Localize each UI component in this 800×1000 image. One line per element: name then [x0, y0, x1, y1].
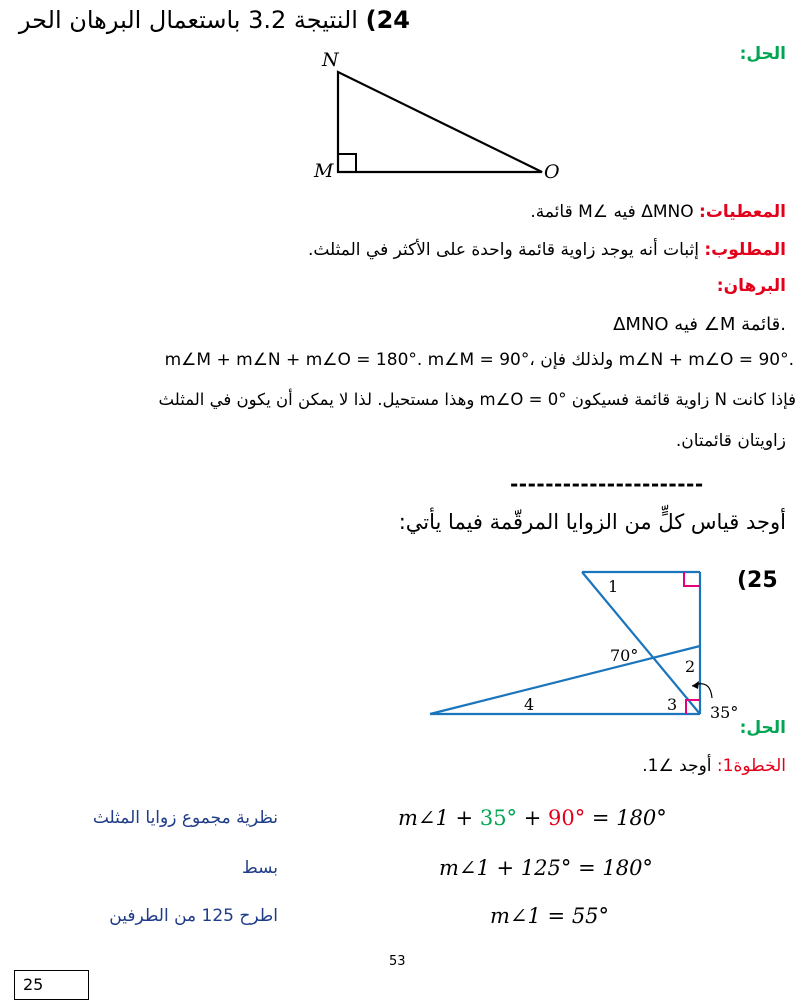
equation-3-reason: اطرح 125 من الطرفين — [109, 906, 278, 926]
slanted-line — [430, 646, 700, 714]
equation-1-term-35: 35° — [479, 806, 518, 830]
angles-figure — [420, 560, 760, 725]
page-box — [14, 970, 89, 1000]
equation-1-plus: + — [517, 806, 549, 830]
givens-text: ΔMNO فيه ∠M قائمة. — [530, 202, 694, 222]
right-angle-mark-m — [338, 154, 356, 172]
equation-1-term-90: 90° — [548, 806, 586, 830]
equation-1-lhs: m∠1 + — [398, 806, 480, 830]
section-divider: ---------------------- — [510, 472, 704, 496]
angle-35-label: 35° — [710, 703, 739, 722]
proof-label: البرهان: — [716, 276, 786, 296]
triangle-mno — [338, 72, 542, 172]
required-line — [308, 240, 786, 260]
equation-2-reason: بسط — [241, 858, 278, 878]
problem-24-number: 24) — [365, 6, 410, 34]
equation-1-rhs: = 180° — [585, 806, 667, 830]
equation-1 — [398, 806, 667, 830]
proof-line-4: زاويتان قائمتان. — [675, 431, 786, 451]
equation-1-reason: نظرية مجموع زوايا المثلث — [92, 808, 278, 828]
vertex-m-label: M — [314, 160, 334, 182]
angle-1-label: 1 — [608, 577, 619, 596]
page-box-number: 25 — [23, 975, 44, 994]
problem-24-solution-label: الحل: — [739, 44, 786, 64]
problem-24-title: النتيجة 3.2 باستعمال البرهان الحر — [18, 6, 358, 34]
angle-4-label: 4 — [524, 695, 535, 714]
right-angle-mark-top — [684, 572, 700, 586]
section-heading: أوجد قياس كلٍّ من الزوايا المرقّمة فيما يأتي: — [398, 510, 786, 534]
triangle-mno-figure — [300, 44, 570, 184]
proof-line-1: ΔMNO فيه ∠M قائمة. — [613, 314, 786, 335]
step-1-text: أوجد ∠1. — [642, 756, 712, 776]
diagonal-line — [582, 572, 700, 714]
required-label: المطلوب: — [704, 240, 786, 260]
angle-70-label: 70° — [610, 646, 639, 665]
givens-line — [530, 202, 786, 222]
givens-label: المعطيات: — [699, 202, 786, 222]
problem-25-number: (25 — [737, 568, 778, 593]
vertex-n-label: N — [322, 49, 339, 71]
step-1-line — [642, 756, 786, 776]
vertex-o-label: O — [544, 161, 560, 183]
proof-line-2: m∠M + m∠N + m∠O = 180°. m∠M = 90°، ولذلك فإن m∠N + m∠O = 90°. — [164, 350, 794, 370]
equation-2: m∠1 + 125° = 180° — [439, 856, 653, 880]
angle-3-label: 3 — [667, 695, 678, 714]
step-1-label: الخطوة1: — [716, 756, 786, 776]
required-text: إثبات أنه يوجد زاوية قائمة واحدة على الأكثر في المثلث. — [307, 240, 699, 260]
angle-2-label: 2 — [685, 657, 696, 676]
equation-3: m∠1 = 55° — [490, 904, 610, 928]
proof-line-3: فإذا كانت N زاوية قائمة فسيكون m∠O = 0° وهذا مستحيل. لذا لا يمكن أن يكون في المثلث — [158, 390, 796, 409]
page-number: 53 — [389, 954, 406, 969]
problem-25-solution-label: الحل: — [739, 718, 786, 738]
problem-24-header — [19, 6, 410, 34]
